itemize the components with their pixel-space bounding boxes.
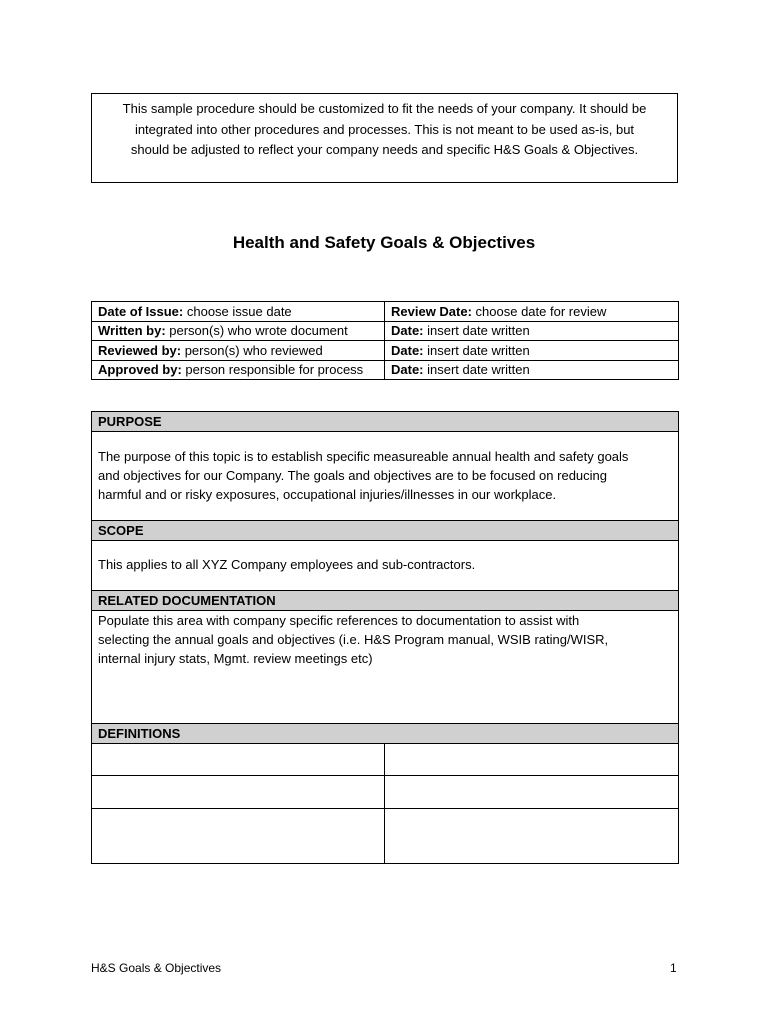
written-date-cell[interactable]: [385, 321, 679, 341]
reviewed-date-cell[interactable]: [385, 341, 679, 361]
written-by-cell[interactable]: [92, 321, 385, 341]
definition-term-cell[interactable]: [92, 744, 385, 776]
related-line: selecting the annual goals and objectives (i.e. H&S Program manual, WSIB rating/WISR,: [98, 632, 609, 647]
info-row: [92, 302, 679, 322]
definition-term-cell[interactable]: [92, 809, 385, 864]
info-label: Date:: [391, 342, 424, 358]
info-row: [92, 321, 679, 341]
info-value: insert date written: [423, 342, 530, 358]
related-documentation-body[interactable]: [92, 611, 679, 724]
info-label: Approved by:: [98, 362, 182, 378]
info-row: [92, 341, 679, 361]
approved-date-cell[interactable]: [385, 360, 679, 380]
date-of-issue-cell[interactable]: [92, 302, 385, 322]
purpose-body[interactable]: [92, 432, 679, 521]
procedure-sections-table: [91, 411, 679, 864]
info-label: Review Date:: [391, 303, 472, 319]
info-label: Date:: [391, 323, 424, 339]
customization-notice: [91, 93, 678, 183]
definition-description-cell[interactable]: [385, 809, 679, 864]
scope-body[interactable]: [92, 541, 679, 591]
approved-by-cell[interactable]: [92, 360, 385, 380]
purpose-line: and objectives for our Company. The goals and objectives are to be focused on reducing: [98, 468, 607, 483]
info-value: person(s) who reviewed: [181, 342, 323, 358]
notice-line: This sample procedure should be customized to fit the needs of your company. It should be: [122, 101, 647, 116]
reviewed-by-cell[interactable]: [92, 341, 385, 361]
scope-header: SCOPE: [92, 521, 679, 541]
info-value: person(s) who wrote document: [165, 323, 348, 339]
scope-text: This applies to all XYZ Company employees and sub-contractors.: [98, 557, 476, 572]
purpose-header: PURPOSE: [92, 412, 679, 432]
definitions-header: DEFINITIONS: [92, 724, 679, 744]
purpose-line: The purpose of this topic is to establish specific measureable annual health and safety goals: [98, 449, 629, 464]
related-line: internal injury stats, Mgmt. review meetings etc): [98, 651, 373, 666]
info-value: insert date written: [423, 323, 530, 339]
info-label: Written by:: [98, 323, 166, 339]
document-info-table: [91, 301, 679, 380]
purpose-line: harmful and or risky exposures, occupational injuries/illnesses in our workplace.: [98, 487, 557, 502]
related-documentation-header: RELATED DOCUMENTATION: [92, 591, 679, 611]
info-value: person responsible for process: [181, 362, 364, 378]
definition-description-cell[interactable]: [385, 744, 679, 776]
definition-description-cell[interactable]: [385, 776, 679, 809]
footer-page-number: 1: [670, 961, 677, 975]
notice-line: should be adjusted to reflect your company needs and specific H&S Goals & Objectives.: [130, 142, 639, 157]
info-label: Date of Issue:: [98, 303, 184, 319]
info-value: choose date for review: [471, 303, 607, 319]
info-label: Date:: [391, 362, 424, 378]
document-title: Health and Safety Goals & Objectives: [232, 233, 536, 252]
related-line: Populate this area with company specific references to documentation to assist with: [98, 613, 580, 628]
footer-document-name: H&S Goals & Objectives: [91, 961, 222, 975]
info-value: insert date written: [423, 362, 530, 378]
definition-term-cell[interactable]: [92, 776, 385, 809]
notice-line: integrated into other procedures and processes. This is not meant to be used as-is, but: [134, 121, 635, 137]
info-label: Reviewed by:: [98, 342, 182, 358]
review-date-cell[interactable]: [385, 302, 679, 322]
info-value: choose issue date: [183, 303, 292, 319]
info-row: [92, 360, 679, 380]
